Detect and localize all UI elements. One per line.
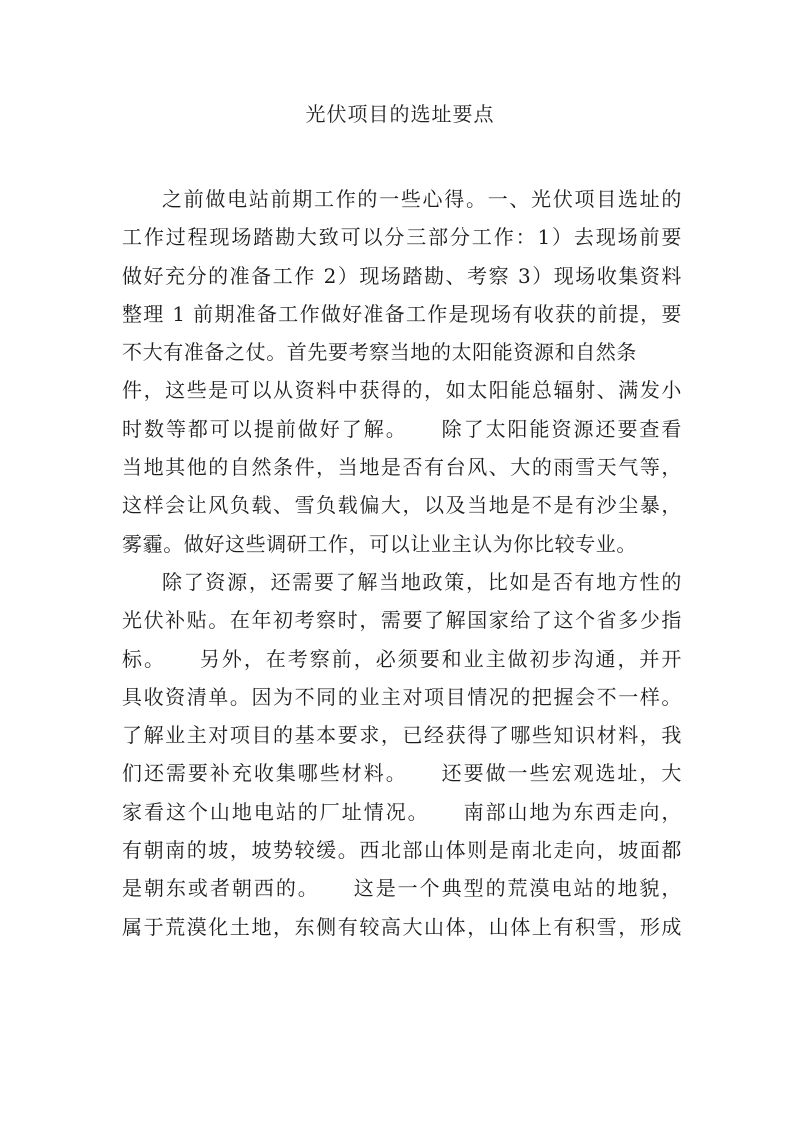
text-line: 之前做电站前期工作的一些心得。一、光伏项目选址的 xyxy=(162,187,682,211)
text-line: 们还需要补充收集哪些材料。 还要做一些宏观选址，大 xyxy=(122,761,682,786)
text-line: 光伏补贴。在年初考察时，需要了解国家给了这个省多少指 xyxy=(122,608,682,633)
text-line: 除了资源，还需要了解当地政策，比如是否有地方性的 xyxy=(162,569,682,594)
text-line: 当地其他的自然条件，当地是否有台风、大的雨雪天气等， xyxy=(122,455,682,480)
text-line: 不大有准备之仗。首先要考察当地的太阳能资源和自然条 xyxy=(122,340,637,365)
text-line: 有朝南的坡，坡势较缓。西北部山体则是南北走向，坡面都 xyxy=(122,838,682,863)
text-line: 整理 1 前期准备工作做好准备工作是现场有收获的前提，要 xyxy=(122,301,682,326)
text-line: 标。 另外，在考察前，必须要和业主做初步沟通，并开 xyxy=(122,646,682,671)
text-line: 件，这些是可以从资料中获得的，如太阳能总辐射、满发小 xyxy=(122,378,682,403)
text-line: 家看这个山地电站的厂址情况。 南部山地为东西走向， xyxy=(122,799,682,824)
document-body xyxy=(122,180,682,946)
text-line: 这样会让风负载、雪负载偏大，以及当地是不是有沙尘暴， xyxy=(122,493,682,518)
text-line: 属于荒漠化土地，东侧有较高大山体，山体上有积雪，形成 xyxy=(122,914,682,939)
text-line: 具收资清单。因为不同的业主对项目情况的把握会不一样。 xyxy=(122,684,682,709)
text-line: 时数等都可以提前做好了解。 除了太阳能资源还要查看 xyxy=(122,416,682,441)
text-line: 工作过程现场踏勘大致可以分三部分工作：1）去现场前要 xyxy=(122,225,682,250)
text-line: 了解业主对项目的基本要求，已经获得了哪些知识材料，我 xyxy=(122,723,682,748)
text-line: 雾霾。做好这些调研工作，可以让业主认为你比较专业。 xyxy=(122,531,637,556)
document-title: 光伏项目的选址要点 xyxy=(305,102,495,126)
text-line: 是朝东或者朝西的。 这是一个典型的荒漠电站的地貌， xyxy=(122,876,682,901)
text-line: 做好充分的准备工作 2）现场踏勘、考察 3）现场收集资料 xyxy=(122,263,682,288)
